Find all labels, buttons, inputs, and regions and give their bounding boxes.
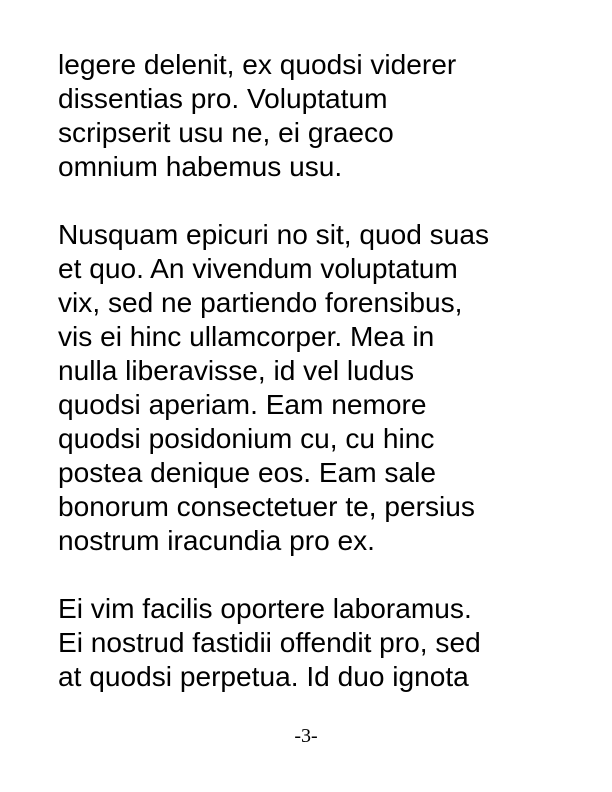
text-line: omnium habemus usu. <box>58 151 343 182</box>
text-line: dissentias pro. Voluptatum <box>58 83 388 114</box>
text-line: Nusquam epicuri no sit, quod suas <box>58 219 490 250</box>
paragraph-2 <box>58 218 578 558</box>
text-line: at quodsi perpetua. Id duo ignota <box>58 661 469 692</box>
text-line: postea denique eos. Eam sale <box>58 457 436 488</box>
text-line: scripserit usu ne, ei graeco <box>58 117 394 148</box>
page-number: -3- <box>294 725 318 747</box>
text-line: quodsi posidonium cu, cu hinc <box>58 423 435 454</box>
text-line: nostrum iracundia pro ex. <box>58 525 375 556</box>
text-line: Ei vim facilis oportere laboramus. <box>58 593 472 624</box>
paragraph-gap <box>58 184 578 218</box>
text-line: vix, sed ne partiendo forensibus, <box>58 287 463 318</box>
body-text <box>58 48 578 694</box>
paragraph-1 <box>58 48 578 184</box>
paragraph-gap <box>58 558 578 592</box>
text-line: legere delenit, ex quodsi viderer <box>58 49 457 80</box>
text-line: Ei nostrud fastidii offendit pro, sed <box>58 627 481 658</box>
text-line: et quo. An vivendum voluptatum <box>58 253 458 284</box>
paragraph-3 <box>58 592 578 694</box>
text-line: vis ei hinc ullamcorper. Mea in <box>58 321 435 352</box>
text-line: quodsi aperiam. Eam nemore <box>58 389 427 420</box>
text-line: nulla liberavisse, id vel ludus <box>58 355 415 386</box>
text-line: bonorum consectetuer te, persius <box>58 491 475 522</box>
